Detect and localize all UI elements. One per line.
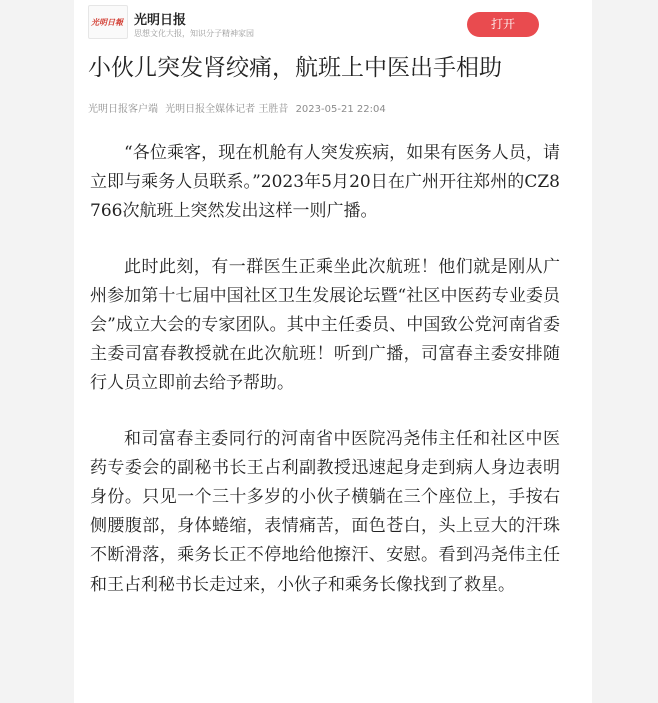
article-page — [74, 0, 592, 703]
article-meta — [88, 100, 390, 115]
logo-text: 光明日報 — [91, 17, 123, 27]
brand-slogan: 思想文化大报，知识分子精神家园 — [134, 29, 254, 38]
open-app-button[interactable]: 打开 — [467, 12, 539, 37]
article-title: 小伙儿突发肾绞痛，航班上中医出手相助 — [88, 55, 502, 81]
article-body — [90, 139, 560, 626]
meta-author: 光明日报全媒体记者 王胜昔 — [165, 104, 289, 115]
article-paragraph: “各位乘客，现在机舱有人突发疾病，如果有医务人员，请立即与乘务人员联系。”2023年5月20日在广州开往郑州的CZ8766次航班上突然发出这样一则广播。 — [90, 143, 560, 222]
app-logo — [88, 5, 128, 39]
article-paragraph: 和司富春主委同行的河南省中医院冯尧伟主任和社区中医药专委会的副秘书长王占利副教授迅速起身走到病人身边表明身份。只见一个三十多岁的小伙子横躺在三个座位上，手按右侧腰腹部，身体蜷缩，表情痛苦，面色苍白，头上豆大的汗珠不断滑落，乘务长正不停地给他擦汗、安慰。看到冯尧伟主任和王占利秘书长走过来，小伙子和乘务长像找到了救星。 — [90, 428, 560, 595]
meta-datetime: 2023-05-21 22:04 — [295, 104, 386, 115]
app-banner — [74, 0, 592, 50]
brand-name: 光明日报 — [134, 13, 187, 28]
article-paragraph: 此时此刻，有一群医生正乘坐此次航班！他们就是刚从广州参加第十七届中国社区卫生发展论坛暨“社区中医药专业委员会”成立大会的专家团队。其中主任委员、中国致公党河南省委主委司富春教授就在此次航班！听到广播，司富春主委安排随行人员立即前去给予帮助。 — [90, 256, 560, 394]
meta-source: 光明日报客户端 — [88, 104, 158, 115]
